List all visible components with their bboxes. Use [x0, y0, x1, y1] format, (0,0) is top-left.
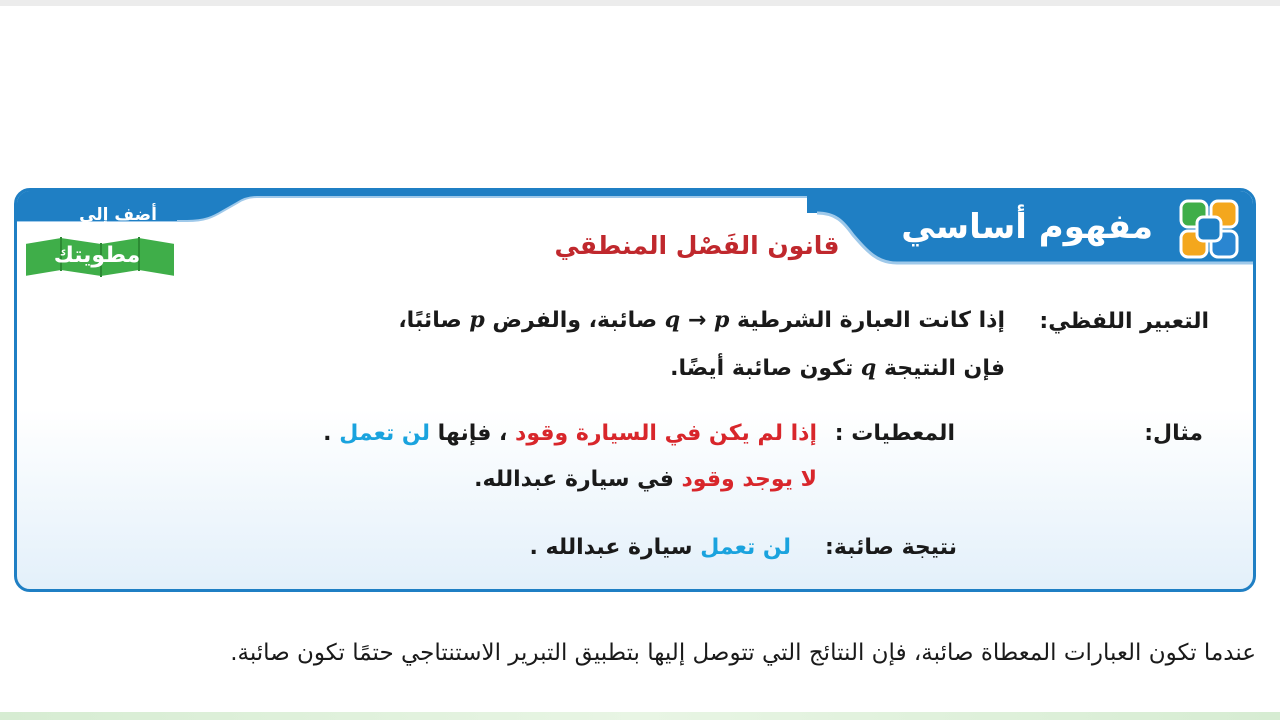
bottom-strip [0, 712, 1280, 720]
add-to-label: أضف إلى [79, 205, 157, 225]
key-concept-box [14, 188, 1256, 592]
verbal-text: صائبة، والفرض [484, 308, 665, 333]
implication-arrow: → [680, 308, 714, 333]
key-concept-logo-icon [1177, 197, 1241, 261]
verbal-text: إذا كانت العبارة الشرطية [729, 308, 1005, 333]
given-text: ، فإنها [430, 421, 516, 446]
verbal-label: التعبير اللفظي: [1039, 309, 1209, 334]
given-text: في سيارة عبدالله. [474, 467, 682, 492]
foldable-label[interactable]: مطويتك [53, 243, 141, 268]
explanation-paragraph: عندما تكون العبارات المعطاة صائبة، فإن النتائج التي تتوصل إليها بتطبيق التبرير الاستنتاجي حتمًا تكون صائبة. [230, 640, 1256, 666]
conclusion-subject: سيارة عبدالله . [529, 535, 701, 560]
given-text: . [323, 421, 340, 446]
variable-q: q [664, 307, 681, 333]
verbal-text: فإن النتيجة [876, 356, 1005, 381]
variable-p: p [469, 307, 485, 333]
variable-q: q [860, 355, 877, 381]
top-divider [0, 0, 1280, 6]
given-fact: لا يوجد وقود [681, 467, 817, 492]
verbal-text: تكون صائبة أيضًا. [670, 356, 861, 381]
conclusion-result: لن تعمل [700, 535, 791, 560]
conclusion-label: نتيجة صائبة: [825, 535, 957, 560]
given-line-2 [474, 467, 817, 492]
example-label: مثال: [1144, 421, 1203, 446]
given-label: المعطيات : [834, 421, 955, 446]
verbal-line-1 [398, 307, 1005, 333]
given-line-1 [323, 421, 817, 446]
variable-p: p [713, 307, 730, 333]
given-condition: إذا لم يكن في السيارة وقود [515, 421, 817, 446]
rule-title: قانون الفَصْل المنطقي [554, 231, 840, 260]
given-result: لن تعمل [339, 421, 430, 446]
concept-title: مفهوم أساسي [901, 207, 1153, 247]
verbal-text: صائبًا، [398, 308, 470, 333]
conclusion-text [529, 535, 791, 560]
verbal-line-2 [670, 355, 1005, 381]
